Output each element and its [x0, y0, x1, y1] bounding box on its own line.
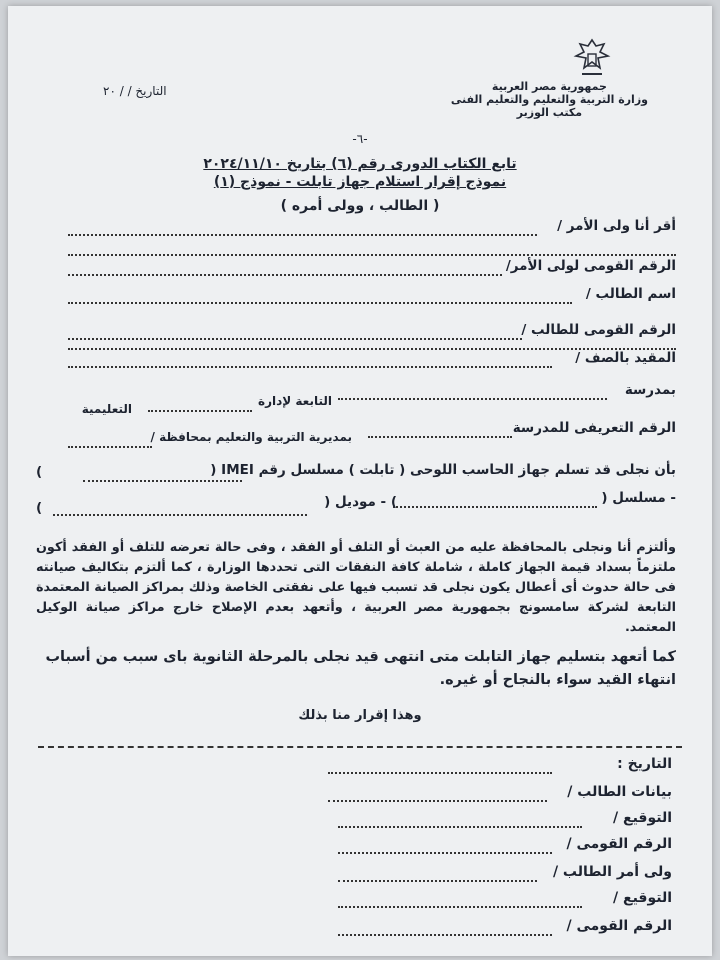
sig-signature1-line: [338, 826, 582, 828]
document-page: [8, 6, 712, 956]
ministry-name: وزارة التربية والتعليم والتعليم الفنى: [450, 93, 648, 106]
school-code-line: [368, 436, 512, 438]
office-name: مكتب الوزير: [516, 106, 583, 119]
return-pledge-paragraph: كما أتعهد بتسليم جهاز التابلت متى انتهى قيد نجلى بالمرحلة الثانوية باى سبب من أسباب انتهاء القيد سواء بالنجاح أو غيره.: [45, 649, 676, 688]
grade-label: المقيد بالصف /: [575, 350, 676, 366]
serial-label: - مسلسل (: [601, 490, 676, 506]
guardian-line-2: [68, 254, 676, 256]
guardian-line: [68, 234, 537, 236]
page-number: -٦-: [352, 132, 368, 146]
guardian-label: أقر أنا ولى الأمر /: [557, 218, 676, 234]
title-circular: تابع الكتاب الدورى رقم (٦) بتاريخ ٢٠٢٤/١١/١٠: [203, 156, 517, 172]
sig-national-id2-label: الرقم القومى /: [566, 918, 672, 934]
school-code-label: الرقم التعريفى للمدرسة: [512, 420, 676, 436]
imei-close: ): [36, 464, 43, 480]
closing-statement: وهذا إقرار منا بذلك: [298, 708, 422, 723]
imei-line: [83, 480, 242, 482]
sig-guardian-label: ولى أمر الطالب /: [552, 864, 672, 880]
serial-line: [393, 506, 597, 508]
sig-national-id1-line: [338, 852, 552, 854]
model-label: ) - موديل (: [324, 494, 397, 510]
school-label: بمدرسة: [624, 382, 676, 398]
sig-signature1-label: التوقيع /: [613, 810, 672, 826]
school-line: [338, 398, 607, 400]
letterhead: [451, 80, 648, 119]
separator-line: [38, 746, 682, 748]
directorate-label: بمديرية التربية والتعليم بمحافظة /: [150, 430, 352, 444]
admin-label: التابعة لإدارة: [258, 394, 332, 408]
republic-name: جمهورية مصر العربية: [491, 80, 607, 93]
sig-student-data-line: [328, 800, 547, 802]
commitment-paragraph: وألتزم أنا ونجلى بالمحافظة عليه من العبث أو التلف أو الفقد ، وفى حالة تعرضه للتلف أو الفقد أكون ملتزماً بسداد قيمة الجهاز كاملة ، شاملة كافة النفقات التى تحددها الوزارة ، كما ألتزم بتكاليف صيانته فى حالة حدوث أى أعطال يكون نجلى قد تسبب فيها على نفقتى الخاصة وذلك بمراكز الصيانة المعتمدة التابعة لشركة سامسونج بجمهورية مصر العربية ، وأتعهد بعدم الإصلاح خارج مراكز صيانة الوكيل المعتمد.: [36, 540, 676, 635]
guardian-id-line: [68, 274, 502, 276]
title-parties: ( الطالب ، وولى أمره ): [280, 198, 440, 214]
eagle-emblem-icon: [570, 36, 614, 80]
device-label: بأن نجلى قد تسلم جهاز الحاسب اللوحى ( تابلت ) مسلسل رقم IMEI (: [210, 462, 676, 478]
student-id-line: [68, 338, 522, 340]
student-id-label: الرقم القومى للطالب /: [521, 322, 676, 338]
model-close: ): [36, 500, 43, 516]
edu-label: التعليمية: [81, 402, 132, 416]
sig-guardian-line: [338, 880, 537, 882]
sig-date-label: التاريخ :: [617, 756, 672, 772]
sig-student-data-label: بيانات الطالب /: [567, 784, 672, 800]
sig-national-id2-line: [338, 934, 552, 936]
title-form: نموذج إقرار استلام جهاز تابلت - نموذج (١): [213, 174, 507, 190]
student-name-line: [68, 302, 572, 304]
sig-signature2-line: [338, 906, 582, 908]
sig-national-id1-label: الرقم القومى /: [566, 836, 672, 852]
sig-date-line: [328, 772, 552, 774]
model-line: [53, 514, 307, 516]
student-name-label: اسم الطالب /: [585, 286, 676, 302]
directorate-line: [68, 446, 152, 448]
header-date: التاريخ / / ٢٠: [103, 84, 167, 98]
admin-line: [148, 410, 252, 412]
grade-line: [68, 366, 552, 368]
guardian-id-label: الرقم القومى لولى الأمر/: [505, 258, 676, 274]
sig-signature2-label: التوقيع /: [613, 890, 672, 906]
